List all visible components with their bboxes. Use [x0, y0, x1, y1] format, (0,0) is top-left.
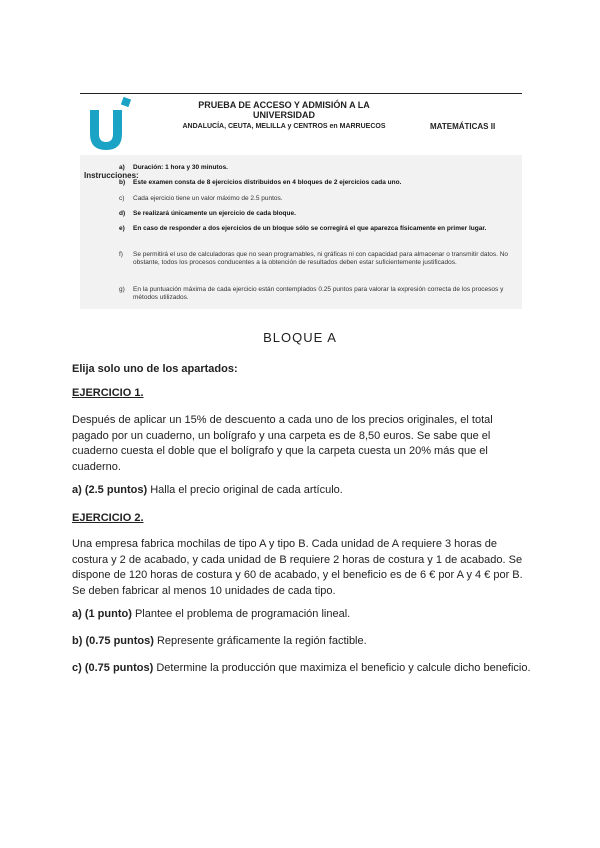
choose-instruction: Elija solo uno de los apartados:	[72, 363, 238, 375]
instruction-letter: d)	[119, 210, 126, 217]
exam-title-line2: UNIVERSIDAD	[252, 110, 315, 120]
part-a-text: Plantee el problema de programación lineal.	[131, 608, 351, 620]
part-a-label: a) (1 punto)	[72, 608, 132, 620]
exercise-1-statement: Después de aplicar un 15% de descuento a cada uno de los precios originales, el total pagado por un cuaderno, un bolígrafo y una carpeta es de 8,50 euros. Se sabe que el cuaderno cuesta el doble que el bolígrafo y que la carpeta cuesta un 20% más que el cuaderno.	[72, 414, 493, 473]
part-c-text: Determine la producción que maximiza el beneficio y calcule dicho beneficio.	[153, 662, 531, 674]
instruction-letter: f)	[119, 251, 123, 258]
exam-title	[164, 100, 404, 120]
part-c-label: c) (0.75 puntos)	[72, 662, 154, 674]
instruction-text: Se realizará únicamente un ejercicio de cada bloque.	[133, 210, 296, 217]
exercise-2-part-c	[72, 661, 532, 677]
instruction-text: Se permitirá el uso de calculadoras que no sean programables, ni gráficas ni con capacidad para almacenar o transmitir datos. No obstante, todos los procesos conducentes a la obtención de resultados deben estar suficientemente justificados.	[133, 251, 509, 266]
part-a-text: Halla el precio original de cada artículo.	[147, 484, 343, 496]
instruction-item-d	[119, 210, 521, 218]
part-b-label: b) (0.75 puntos)	[72, 635, 154, 647]
instruction-text: Duración: 1 hora y 30 minutos.	[133, 164, 228, 171]
instruction-item-g	[119, 286, 521, 302]
instruction-letter: g)	[119, 286, 125, 293]
instruction-text: Cada ejercicio tiene un valor máximo de 2.5 puntos.	[133, 195, 283, 202]
instruction-letter: e)	[119, 225, 125, 232]
exercise-2-part-a	[72, 607, 532, 623]
instruction-text: En caso de responder a dos ejercicios de un bloque sólo se corregirá el que aparezca físicamente en primer lugar.	[133, 225, 487, 232]
instruction-letter: c)	[119, 195, 125, 202]
exercise-1-title: EJERCICIO 1.	[72, 387, 144, 399]
exam-header	[80, 93, 522, 156]
part-b-text: Represente gráficamente la región factible.	[153, 635, 367, 647]
part-a-label: a) (2.5 puntos)	[72, 484, 148, 496]
exam-title-line1: PRUEBA DE ACCESO Y ADMISIÓN A LA	[198, 100, 370, 110]
instructions-box	[80, 155, 522, 309]
instructions-label: Instrucciones:	[84, 171, 139, 180]
exercise-2-part-b	[72, 634, 532, 650]
bloque-title: BLOQUE A	[263, 330, 337, 345]
exercise-2-title: EJERCICIO 2.	[72, 512, 144, 524]
instruction-text: En la puntuación máxima de cada ejercicio están contemplados 0.25 puntos para valorar la expresión correcta de los procesos y métodos utilizados.	[133, 286, 504, 301]
instruction-item-e	[119, 225, 521, 233]
instruction-item-c	[119, 195, 521, 203]
instruction-item-b	[119, 179, 521, 187]
instruction-item-a	[119, 164, 521, 172]
exam-subject: MATEMÁTICAS II	[430, 122, 496, 131]
instruction-letter: b)	[119, 179, 126, 186]
exam-subtitle: ANDALUCÍA, CEUTA, MELILLA y CENTROS en MARRUECOS	[182, 123, 386, 130]
exercise-2-statement: Una empresa fabrica mochilas de tipo A y tipo B. Cada unidad de A requiere 3 horas de costura y 2 de acabado, y cada unidad de B requiere 2 horas de costura y 1 de acabado. Se dispone de 120 horas de costura y 60 de acabado, y el beneficio es de 6 € por A y 4 € por B. Se deben fabricar al menos 10 unidades de cada tipo.	[72, 538, 523, 597]
university-logo	[86, 96, 132, 152]
instruction-letter: a)	[119, 164, 125, 171]
instruction-text: Este examen consta de 8 ejercicios distribuidos en 4 bloques de 2 ejercicios cada uno.	[133, 179, 402, 186]
instruction-item-f	[119, 251, 521, 267]
exercise-1-part-a	[72, 483, 532, 499]
